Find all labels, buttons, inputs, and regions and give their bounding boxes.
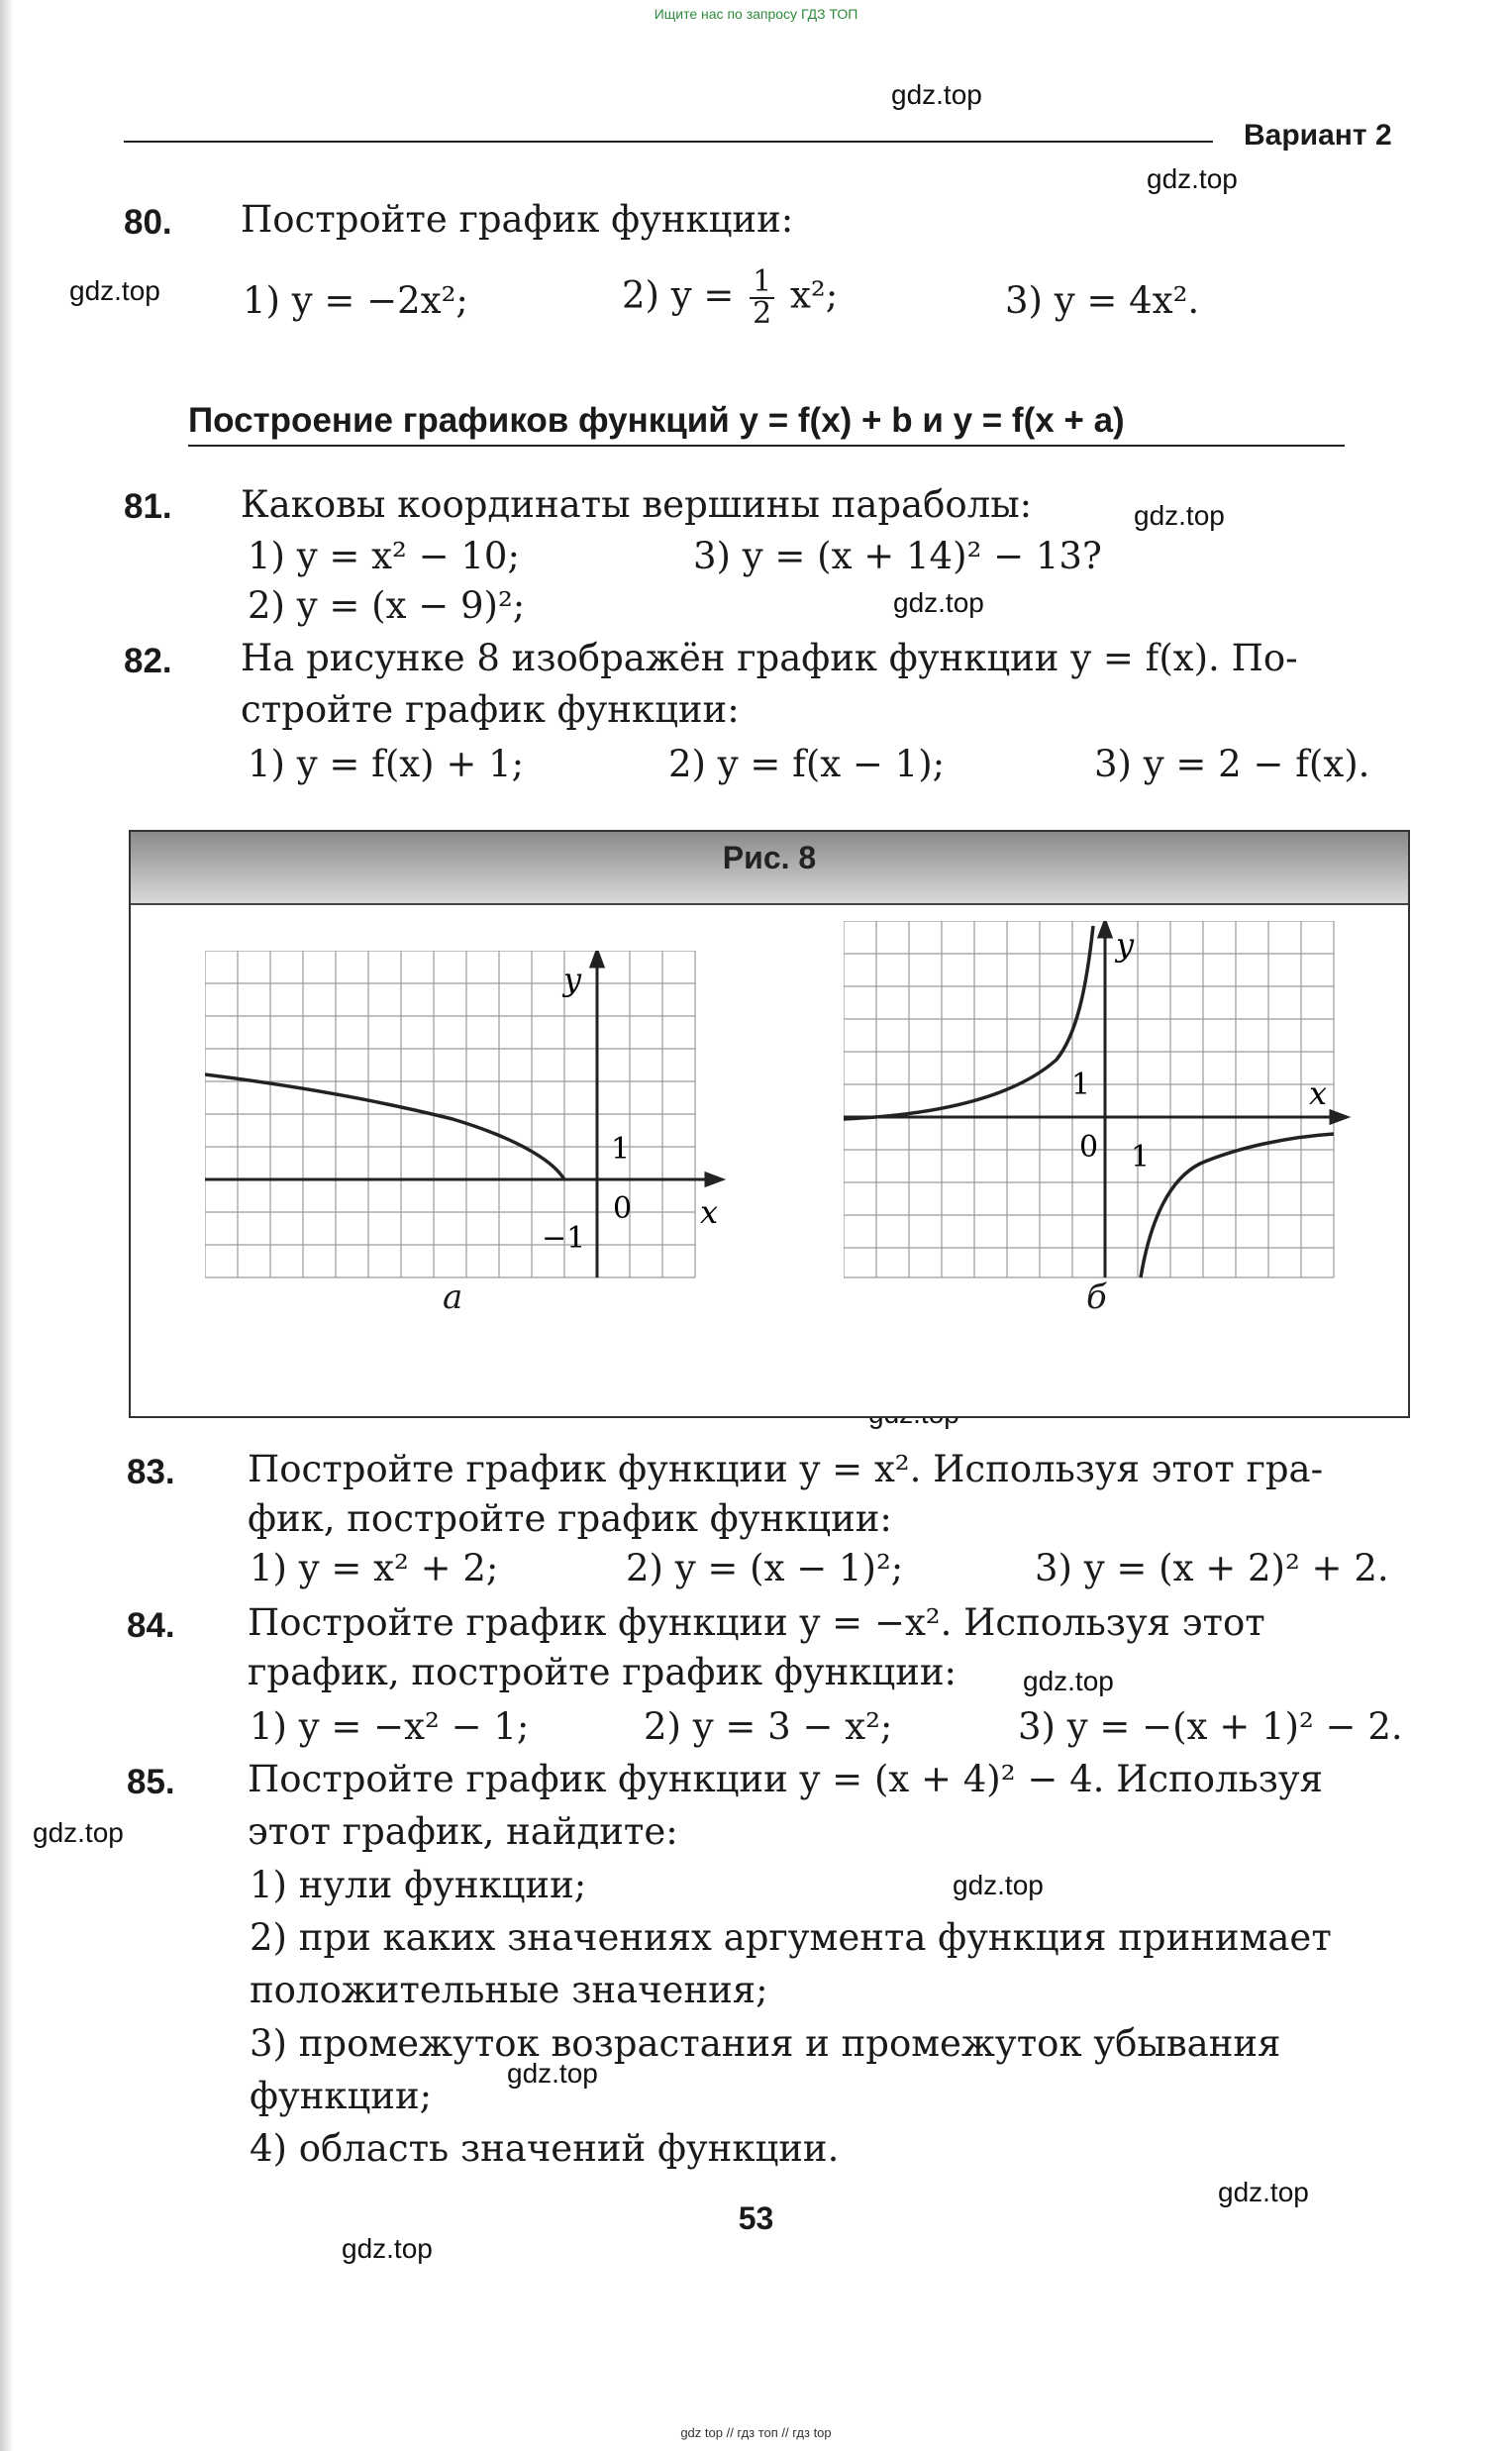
graph-a xyxy=(205,951,730,1317)
problem-82-line-2: стройте график функции: xyxy=(241,688,740,731)
origin-label: 0 xyxy=(613,1191,633,1226)
problem-81-number: 81. xyxy=(124,487,172,526)
problem-85-line-3: 1) нули функции; xyxy=(250,1864,587,1906)
problem-83-line-1: Постройте график функции y = x². Используя этот гра- xyxy=(248,1448,1324,1490)
problem-83-number: 83. xyxy=(127,1453,175,1491)
problem-83-item-2: 2) y = (x − 1)²; xyxy=(626,1547,904,1589)
problem-84-line-2: график, постройте график функции: xyxy=(248,1651,958,1693)
function-curve-left-branch xyxy=(844,926,1093,1119)
watermark: gdz.top xyxy=(1134,500,1225,531)
problem-85-number: 85. xyxy=(127,1763,175,1801)
problem-80-item-3: 3) y = 4x². xyxy=(1005,279,1200,322)
problem-85-line-4: 2) при каких значениях аргумента функция принимает xyxy=(250,1916,1332,1959)
problem-81-item-3: 3) y = (x + 14)² − 13? xyxy=(693,535,1102,577)
problem-85-line-6: 3) промежуток возрастания и промежуток убывания xyxy=(250,2022,1281,2065)
function-curve xyxy=(205,1074,564,1179)
graph-a-caption: а xyxy=(443,1277,463,1317)
problem-82-item-2: 2) y = f(x − 1); xyxy=(668,743,946,785)
y-axis-label: y xyxy=(1116,926,1135,964)
problem-84-line-1: Постройте график функции y = −x². Используя этот xyxy=(248,1601,1265,1644)
problem-81-prompt: Каковы координаты вершины параболы: xyxy=(241,483,1033,526)
problem-80-item-1: 1) y = −2x²; xyxy=(243,279,468,322)
function-curve-right-branch xyxy=(1141,1134,1334,1277)
bottom-note: gdz top // гдз топ // гдз top xyxy=(680,2425,832,2440)
watermark: gdz.top xyxy=(1147,163,1238,194)
figure-8 xyxy=(129,830,1410,1418)
x-axis-label: x xyxy=(700,1193,719,1231)
watermark: gdz.top xyxy=(891,79,982,110)
figure-title: Рис. 8 xyxy=(722,840,817,875)
problem-85-line-8: 4) область значений функции. xyxy=(250,2127,840,2170)
y-axis-arrow-icon xyxy=(591,951,603,967)
watermark: gdz.top xyxy=(33,1817,124,1848)
tick-label-x-one: 1 xyxy=(1131,1140,1151,1174)
problem-85-line-5: положительные значения; xyxy=(250,1969,768,2011)
y-axis-arrow-icon xyxy=(1099,921,1111,937)
fraction-numerator: 1 xyxy=(750,267,774,299)
origin-label: 0 xyxy=(1079,1130,1099,1165)
graph-b xyxy=(844,921,1359,1317)
x-axis-arrow-icon xyxy=(1331,1111,1347,1123)
watermark: gdz.top xyxy=(1218,2177,1309,2207)
problem-84-item-3: 3) y = −(x + 1)² − 2. xyxy=(1018,1705,1403,1748)
problem-80-item-2-rhs: x²; xyxy=(790,273,839,317)
problem-84-item-1: 1) y = −x² − 1; xyxy=(250,1705,530,1748)
x-axis-label: x xyxy=(1309,1074,1328,1112)
problem-83-item-3: 3) y = (x + 2)² + 2. xyxy=(1035,1547,1389,1589)
tick-label-minus-one: −1 xyxy=(542,1221,586,1256)
section-title: Построение графиков функций y = f(x) + b и y = f(x + a) xyxy=(188,401,1345,447)
watermark: gdz.top xyxy=(953,1870,1044,1900)
y-axis-label: y xyxy=(563,961,582,998)
problem-84-item-2: 2) y = 3 − x²; xyxy=(644,1705,893,1748)
problem-80-item-2-lhs: 2) y = xyxy=(622,273,735,317)
problem-84-number: 84. xyxy=(127,1606,175,1645)
fraction-denominator: 2 xyxy=(753,296,772,331)
watermark: gdz.top xyxy=(69,275,160,306)
header-rule xyxy=(124,141,1213,143)
variant-label: Вариант 2 xyxy=(1244,119,1392,152)
problem-80-item-2 xyxy=(622,264,839,331)
watermark: gdz.top xyxy=(507,2058,598,2089)
page-edge-shadow xyxy=(0,0,14,2451)
problem-80-prompt: Постройте график функции: xyxy=(241,198,794,241)
tick-label-one: 1 xyxy=(611,1132,631,1167)
watermark: gdz.top xyxy=(342,2233,433,2264)
problem-82-number: 82. xyxy=(124,642,172,680)
tick-label-y-one: 1 xyxy=(1071,1068,1091,1102)
problem-85-line-2: этот график, найдите: xyxy=(248,1810,678,1853)
grid xyxy=(205,951,695,1277)
problem-81-item-1: 1) y = x² − 10; xyxy=(248,535,520,577)
fraction xyxy=(750,264,774,331)
page-number: 53 xyxy=(738,2200,774,2236)
problem-80-number: 80. xyxy=(124,203,172,242)
problem-81-item-2: 2) y = (x − 9)²; xyxy=(248,584,526,627)
problem-82-line-1: На рисунке 8 изображён график функции y = f(x). По- xyxy=(241,637,1298,679)
problem-85-line-1: Постройте график функции y = (x + 4)² − 4. Используя xyxy=(248,1758,1324,1800)
watermark: gdz.top xyxy=(1023,1666,1114,1696)
problem-83-line-2: фик, постройте график функции: xyxy=(248,1497,892,1540)
problem-82-item-1: 1) y = f(x) + 1; xyxy=(248,743,525,785)
graph-b-caption: б xyxy=(1086,1277,1107,1317)
x-axis-arrow-icon xyxy=(706,1174,722,1185)
problem-85-line-7: функции; xyxy=(250,2075,433,2117)
problem-82-item-3: 3) y = 2 − f(x). xyxy=(1094,743,1370,785)
top-search-note: Ищите нас по запросу ГДЗ ТОП xyxy=(654,6,858,22)
watermark: gdz.top xyxy=(893,587,984,618)
problem-83-item-1: 1) y = x² + 2; xyxy=(250,1547,499,1589)
